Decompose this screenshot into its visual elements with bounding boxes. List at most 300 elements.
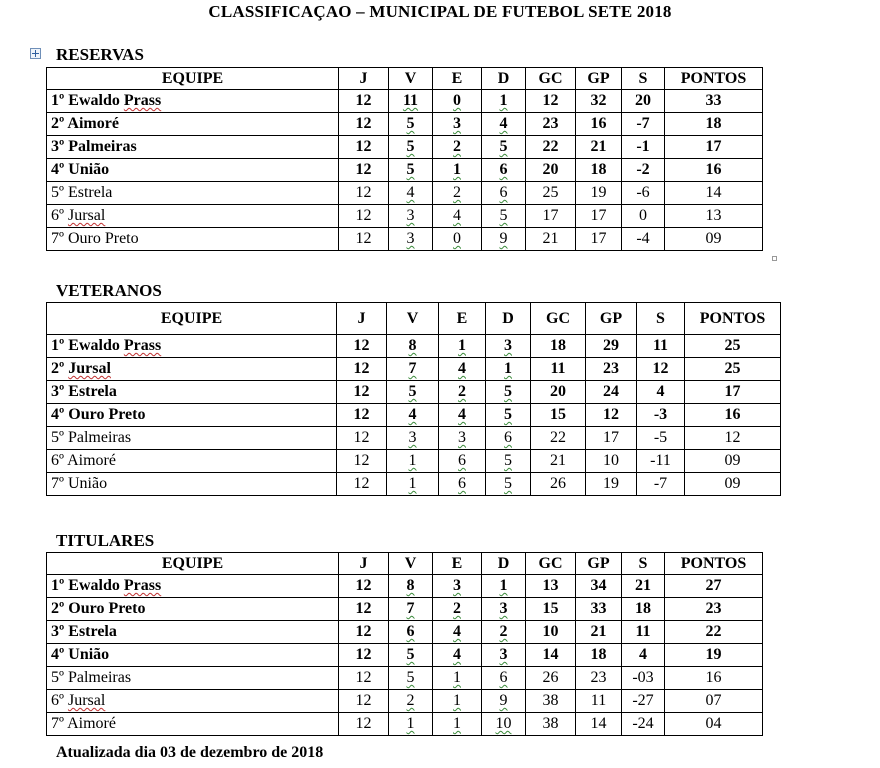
table-row <box>47 205 763 228</box>
cell-d-value: 2 <box>499 623 508 640</box>
cell-d <box>486 404 531 427</box>
cell-gp <box>586 381 637 404</box>
cell-d <box>482 228 526 251</box>
cell-s <box>622 90 665 113</box>
table-row <box>47 182 763 205</box>
cell-gc <box>531 473 586 496</box>
cell-j <box>339 113 389 136</box>
cell-gp <box>576 621 622 644</box>
cell-gp-value: 14 <box>590 715 607 732</box>
cell-v <box>389 90 433 113</box>
cell-v-value: 7 <box>406 600 415 617</box>
team-cell: 5º Palmeiras <box>47 667 339 690</box>
team-cell: 4º Ouro Preto <box>47 404 337 427</box>
cell-e-value: 2 <box>453 600 461 617</box>
cell-v-value: 7 <box>408 360 417 377</box>
cell-j <box>337 427 387 450</box>
cell-e-value: 2 <box>453 184 461 201</box>
cell-j <box>339 621 389 644</box>
cell-s <box>622 621 665 644</box>
cell-d-value: 5 <box>499 207 508 224</box>
cell-gp <box>576 713 622 736</box>
cell-pontos-value: 16 <box>705 669 722 686</box>
column-header-j: J <box>339 553 389 575</box>
cell-pontos-value: 16 <box>705 161 722 178</box>
cell-gp-value: 29 <box>603 337 619 354</box>
cell-d <box>482 644 526 667</box>
cell-pontos-value: 25 <box>724 337 741 354</box>
team-cell: 4º União <box>47 159 339 182</box>
cell-gc <box>531 404 586 427</box>
cell-j-value: 12 <box>355 115 372 132</box>
cell-j-value: 12 <box>355 230 372 247</box>
cell-j <box>339 90 389 113</box>
cell-gp <box>576 690 622 713</box>
column-header-pontos: PONTOS <box>665 553 763 575</box>
cell-gc <box>526 136 576 159</box>
team-cell: 1º Ewaldo Prass <box>47 90 339 113</box>
column-header-equipe: EQUIPE <box>47 303 337 335</box>
cell-v <box>387 335 439 358</box>
cell-d <box>482 205 526 228</box>
cell-e <box>439 450 486 473</box>
cell-gp <box>576 182 622 205</box>
team-cell: 7º Ouro Preto <box>47 228 339 251</box>
cell-gc <box>531 381 586 404</box>
header-row <box>47 303 781 335</box>
cell-s <box>637 358 685 381</box>
table-row <box>47 228 763 251</box>
cell-d-value: 5 <box>504 383 512 400</box>
cell-v <box>389 713 433 736</box>
cell-gc <box>526 621 576 644</box>
cell-j <box>339 644 389 667</box>
cell-v <box>389 136 433 159</box>
cell-gp-value: 34 <box>590 577 607 594</box>
cell-s-value: 0 <box>639 207 647 224</box>
cell-pontos-value: 09 <box>724 475 741 492</box>
cell-d <box>482 182 526 205</box>
cell-j <box>339 575 389 598</box>
cell-s-value: -3 <box>653 406 668 423</box>
table-row <box>47 690 763 713</box>
cell-s-value: 12 <box>652 360 669 377</box>
cell-pontos-value: 23 <box>705 600 722 617</box>
cell-s <box>637 450 685 473</box>
cell-s-value: 4 <box>639 646 647 663</box>
cell-j <box>339 228 389 251</box>
header-row <box>47 553 763 575</box>
cell-s-value: 11 <box>635 623 651 640</box>
table-resize-handle[interactable] <box>772 256 777 261</box>
cell-v-value: 5 <box>406 161 415 178</box>
cell-pontos <box>665 621 763 644</box>
cell-d <box>482 113 526 136</box>
cell-j <box>339 159 389 182</box>
cell-pontos-value: 18 <box>705 115 722 132</box>
column-header-d: D <box>482 553 526 575</box>
cell-e <box>433 598 482 621</box>
column-header-gp: GP <box>576 68 622 90</box>
cell-gc <box>531 335 586 358</box>
column-header-s: S <box>622 553 665 575</box>
column-header-v: V <box>387 303 439 335</box>
cell-j-value: 12 <box>355 577 372 594</box>
cell-j-value: 12 <box>353 337 370 354</box>
table-row <box>47 358 781 381</box>
cell-e-value: 3 <box>453 115 461 132</box>
cell-s <box>622 136 665 159</box>
cell-gp-value: 17 <box>603 429 619 446</box>
cell-j <box>337 473 387 496</box>
cell-v-value: 5 <box>406 138 415 155</box>
cell-pontos-value: 33 <box>705 92 722 109</box>
cell-e <box>439 473 486 496</box>
cell-v-value: 3 <box>406 207 415 224</box>
cell-v <box>389 690 433 713</box>
cell-pontos <box>665 113 763 136</box>
cell-d-value: 5 <box>504 406 512 423</box>
cell-d <box>482 136 526 159</box>
cell-d-value: 3 <box>504 337 512 354</box>
cell-e <box>433 205 482 228</box>
team-cell: 2º Ouro Preto <box>47 598 339 621</box>
cell-d-value: 10 <box>495 715 512 732</box>
column-header-j: J <box>337 303 387 335</box>
cell-d <box>482 90 526 113</box>
cell-e-value: 0 <box>453 92 461 109</box>
team-cell: 5º Estrela <box>47 182 339 205</box>
cell-gc <box>526 90 576 113</box>
cell-v-value: 1 <box>406 715 415 732</box>
cell-s <box>622 690 665 713</box>
standings-table-titulares <box>46 552 763 736</box>
cell-gc <box>531 358 586 381</box>
cell-gc-value: 18 <box>550 337 566 354</box>
cell-d <box>482 159 526 182</box>
cell-s <box>637 335 685 358</box>
section-title-reservas: RESERVAS <box>56 45 144 64</box>
cell-gp-value: 18 <box>590 161 607 178</box>
cell-e <box>433 113 482 136</box>
table-row <box>47 136 763 159</box>
cell-pontos-value: 25 <box>724 360 741 377</box>
cell-d-value: 5 <box>499 138 508 155</box>
cell-v <box>387 381 439 404</box>
cell-s <box>622 598 665 621</box>
cell-e <box>433 644 482 667</box>
cell-gc-value: 10 <box>542 623 559 640</box>
cell-e-value: 2 <box>458 383 466 400</box>
cell-e <box>439 404 486 427</box>
cell-d-value: 3 <box>499 646 508 663</box>
table-row <box>47 473 781 496</box>
cell-s <box>637 473 685 496</box>
cell-gc-value: 12 <box>542 92 559 109</box>
column-header-e: E <box>433 553 482 575</box>
cell-gp <box>576 205 622 228</box>
cell-v <box>389 159 433 182</box>
table-row <box>47 713 763 736</box>
cell-v-value: 8 <box>406 577 415 594</box>
cell-e-value: 3 <box>453 577 461 594</box>
cell-j-value: 12 <box>355 600 372 617</box>
cell-e-value: 1 <box>453 161 461 178</box>
cell-pontos-value: 14 <box>705 184 722 201</box>
cell-gc <box>526 644 576 667</box>
cell-v-value: 6 <box>406 623 415 640</box>
cell-j <box>337 450 387 473</box>
cell-v-value: 1 <box>408 475 417 492</box>
cell-j-value: 12 <box>355 92 372 109</box>
cell-gc-value: 26 <box>542 669 559 686</box>
team-cell: 1º Ewaldo Prass <box>47 575 339 598</box>
cell-v-value: 11 <box>402 92 419 109</box>
cell-d-value: 1 <box>499 577 508 594</box>
cell-v-value: 1 <box>408 452 417 469</box>
cell-gc <box>526 598 576 621</box>
cell-d-value: 3 <box>499 600 508 617</box>
cell-gp <box>576 598 622 621</box>
column-header-pontos: PONTOS <box>685 303 781 335</box>
cell-gp-value: 33 <box>590 600 607 617</box>
cell-gp <box>586 473 637 496</box>
column-header-d: D <box>486 303 531 335</box>
column-header-s: S <box>637 303 685 335</box>
cell-d <box>486 381 531 404</box>
cell-v-value: 5 <box>406 646 415 663</box>
team-cell: 1º Ewaldo Prass <box>47 335 337 358</box>
cell-s <box>622 228 665 251</box>
column-header-e: E <box>439 303 486 335</box>
cell-v <box>389 598 433 621</box>
table-row <box>47 427 781 450</box>
column-header-equipe: EQUIPE <box>47 68 339 90</box>
cell-pontos <box>685 427 781 450</box>
cell-e <box>433 136 482 159</box>
team-cell: 3º Palmeiras <box>47 136 339 159</box>
cell-d-value: 5 <box>504 475 512 492</box>
cell-s <box>622 713 665 736</box>
cell-j-value: 12 <box>353 452 370 469</box>
cell-pontos-value: 07 <box>705 692 722 709</box>
cell-e <box>439 427 486 450</box>
cell-gp-value: 23 <box>603 360 619 377</box>
cell-s-value: -2 <box>636 161 650 178</box>
cell-gp-value: 19 <box>603 475 619 492</box>
cell-d-value: 5 <box>504 452 512 469</box>
cell-gc-value: 20 <box>542 161 559 178</box>
cell-e-value: 6 <box>458 475 466 492</box>
cell-e <box>433 575 482 598</box>
cell-pontos-value: 04 <box>705 715 722 732</box>
cell-v <box>387 450 439 473</box>
team-cell: 3º Estrela <box>47 381 337 404</box>
cell-gp-value: 24 <box>603 383 619 400</box>
cell-e-value: 0 <box>453 230 461 247</box>
cell-gc <box>526 575 576 598</box>
column-header-e: E <box>433 68 482 90</box>
cell-gp <box>586 335 637 358</box>
cell-v-value: 8 <box>408 337 417 354</box>
cell-gc <box>526 159 576 182</box>
cell-j-value: 12 <box>355 692 372 709</box>
cell-pontos-value: 16 <box>724 406 741 423</box>
table-move-handle-icon[interactable] <box>30 48 41 59</box>
cell-d <box>482 690 526 713</box>
column-header-s: S <box>622 68 665 90</box>
table-row <box>47 159 763 182</box>
cell-gc-value: 14 <box>542 646 559 663</box>
cell-d <box>486 427 531 450</box>
cell-j-value: 12 <box>355 184 372 201</box>
cell-pontos <box>665 667 763 690</box>
cell-s-value: -24 <box>632 715 654 732</box>
cell-pontos <box>685 404 781 427</box>
table-row <box>47 450 781 473</box>
cell-e-value: 1 <box>458 337 466 354</box>
cell-v <box>389 182 433 205</box>
cell-gp <box>576 159 622 182</box>
table-row <box>47 335 781 358</box>
table-row <box>47 575 763 598</box>
cell-pontos-value: 17 <box>705 138 722 155</box>
cell-j-value: 12 <box>353 360 370 377</box>
cell-v-value: 5 <box>406 115 415 132</box>
cell-s-value: 21 <box>635 577 651 594</box>
column-header-v: V <box>389 553 433 575</box>
cell-d-value: 6 <box>499 161 508 178</box>
cell-e <box>433 621 482 644</box>
cell-gc-value: 11 <box>550 360 566 377</box>
team-cell: 6º Jursal <box>47 205 339 228</box>
cell-e-value: 3 <box>458 429 466 446</box>
cell-d-value: 1 <box>504 360 512 377</box>
cell-gp-value: 23 <box>590 669 607 686</box>
team-cell: 3º Estrela <box>47 621 339 644</box>
cell-pontos <box>685 335 781 358</box>
cell-gc-value: 38 <box>542 715 559 732</box>
column-header-gp: GP <box>586 303 637 335</box>
document-title: CLASSIFICAÇAO – MUNICIPAL DE FUTEBOL SETE 2018 <box>208 2 672 21</box>
cell-gc-value: 22 <box>550 429 566 446</box>
cell-pontos <box>665 598 763 621</box>
cell-j <box>339 690 389 713</box>
cell-pontos-value: 12 <box>724 429 741 446</box>
cell-j <box>339 136 389 159</box>
cell-gc-value: 21 <box>550 452 566 469</box>
cell-gp <box>586 358 637 381</box>
column-header-pontos: PONTOS <box>665 68 763 90</box>
cell-e <box>439 335 486 358</box>
cell-e-value: 1 <box>453 692 461 709</box>
cell-v <box>387 427 439 450</box>
cell-gp <box>576 228 622 251</box>
cell-d <box>486 335 531 358</box>
cell-s-value: -11 <box>650 452 671 469</box>
column-header-d: D <box>482 68 526 90</box>
cell-j-value: 12 <box>355 161 372 178</box>
cell-pontos-value: 22 <box>705 623 722 640</box>
table-row <box>47 644 763 667</box>
standings-table-reservas <box>46 67 763 251</box>
cell-s-value: 4 <box>656 383 665 400</box>
cell-s-value: 20 <box>635 92 651 109</box>
cell-gp-value: 10 <box>603 452 619 469</box>
cell-gp-value: 18 <box>590 646 607 663</box>
cell-gp-value: 32 <box>590 92 607 109</box>
cell-s <box>622 182 665 205</box>
cell-gc <box>531 450 586 473</box>
column-header-equipe: EQUIPE <box>47 553 339 575</box>
cell-d-value: 9 <box>499 230 508 247</box>
cell-v <box>389 228 433 251</box>
table-row <box>47 381 781 404</box>
table-row <box>47 113 763 136</box>
cell-s-value: -5 <box>653 429 668 446</box>
cell-pontos-value: 27 <box>705 577 722 594</box>
cell-v <box>389 575 433 598</box>
cell-gp-value: 17 <box>590 207 607 224</box>
section-title-veteranos: VETERANOS <box>56 281 162 300</box>
cell-s <box>622 113 665 136</box>
cell-s-value: -6 <box>636 184 650 201</box>
cell-d-value: 6 <box>504 429 512 446</box>
team-cell: 7º Aimoré <box>47 713 339 736</box>
team-cell: 2º Aimoré <box>47 113 339 136</box>
column-header-v: V <box>389 68 433 90</box>
cell-gc-value: 20 <box>550 383 566 400</box>
cell-d-value: 1 <box>499 92 508 109</box>
cell-e <box>433 690 482 713</box>
cell-d <box>482 598 526 621</box>
cell-d <box>486 450 531 473</box>
cell-s <box>637 404 685 427</box>
cell-j <box>339 182 389 205</box>
cell-gp <box>586 427 637 450</box>
cell-j-value: 12 <box>355 207 372 224</box>
cell-d <box>482 713 526 736</box>
table-row <box>47 404 781 427</box>
cell-s-value: -7 <box>653 475 668 492</box>
cell-pontos-value: 17 <box>724 383 741 400</box>
cell-pontos-value: 13 <box>705 207 722 224</box>
cell-e-value: 4 <box>458 360 466 377</box>
cell-j-value: 12 <box>353 429 370 446</box>
cell-pontos <box>665 713 763 736</box>
team-cell: 6º Aimoré <box>47 450 337 473</box>
cell-gp <box>576 90 622 113</box>
column-header-gc: GC <box>526 553 576 575</box>
cell-v <box>387 473 439 496</box>
cell-gp <box>576 575 622 598</box>
cell-gc <box>526 205 576 228</box>
table-row <box>47 90 763 113</box>
cell-v-value: 4 <box>406 184 415 201</box>
cell-gc-value: 13 <box>542 577 559 594</box>
cell-j-value: 12 <box>353 383 370 400</box>
cell-e <box>439 358 486 381</box>
header-row <box>47 68 763 90</box>
cell-e-value: 1 <box>453 669 461 686</box>
cell-v-value: 4 <box>408 406 417 423</box>
cell-pontos <box>665 136 763 159</box>
cell-pontos-value: 19 <box>705 646 722 663</box>
cell-pontos <box>665 205 763 228</box>
cell-e <box>433 713 482 736</box>
team-cell: 6º Jursal <box>47 690 339 713</box>
cell-gp-value: 17 <box>590 230 607 247</box>
